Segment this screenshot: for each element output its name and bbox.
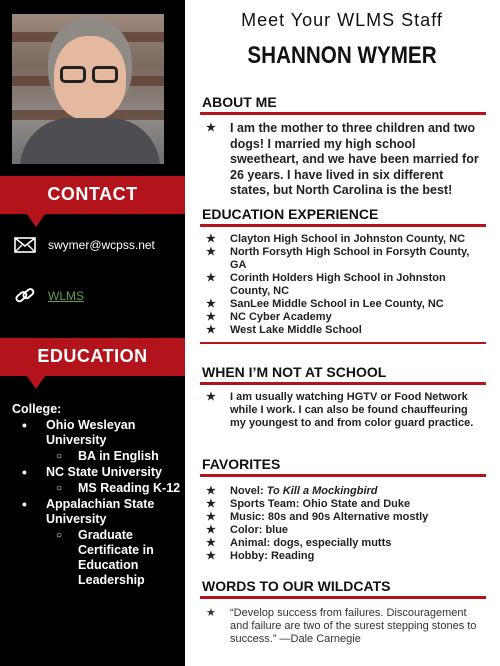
list-item: ★ NC Cyber Academy bbox=[206, 311, 332, 323]
list-item: ★ Animal: dogs, especially mutts bbox=[206, 537, 392, 549]
star-icon: ★ bbox=[206, 122, 216, 134]
list-item: ★ North Forsyth High School in Forsyth County, GA bbox=[206, 246, 470, 271]
degree-item: ○ MS Reading K-12 bbox=[12, 481, 182, 496]
list-item: ★ Corinth Holders High School in Johnston County, NC bbox=[206, 272, 446, 297]
email-row[interactable] bbox=[14, 236, 155, 254]
about-section bbox=[200, 94, 486, 199]
degree-item: ○ BA in English bbox=[12, 449, 182, 464]
education-experience-section bbox=[200, 206, 486, 344]
section-title: WHEN I’M NOT AT SCHOOL bbox=[202, 364, 387, 380]
star-icon: ★ bbox=[206, 272, 216, 284]
chain-link-icon bbox=[14, 287, 36, 305]
star-icon: ★ bbox=[206, 246, 216, 258]
contact-header bbox=[0, 176, 185, 214]
website-row[interactable] bbox=[14, 287, 84, 305]
list-item: ★ Sports Team: Ohio State and Duke bbox=[206, 498, 411, 510]
contact-title: CONTACT bbox=[47, 184, 138, 204]
list-item: ★ SanLee Middle School in Lee County, NC bbox=[206, 298, 444, 310]
star-icon: ★ bbox=[206, 524, 216, 536]
section-title: WORDS TO OUR WILDCATS bbox=[202, 578, 391, 594]
list-item: ★ Clayton High School in Johnston County, NC bbox=[206, 233, 466, 245]
education-list bbox=[12, 402, 182, 588]
star-icon: ★ bbox=[206, 607, 216, 619]
favorites-section bbox=[200, 456, 486, 563]
star-icon: ★ bbox=[206, 311, 216, 323]
wildcats-quote: ★ “Develop success from failures. Discouragement and failure are two of the surest stepping stones to success.” —Dale Carnegie bbox=[206, 607, 477, 645]
star-icon: ★ bbox=[206, 498, 216, 510]
school-item: • Appalachian State University bbox=[12, 497, 182, 527]
star-icon: ★ bbox=[206, 298, 216, 310]
meet-staff-heading: Meet Your WLMS Staff bbox=[241, 10, 443, 30]
not-at-school-text: ★ I am usually watching HGTV or Food Network while I work. I can also be found chauffeuring my youngest to and from color guard practice. bbox=[206, 391, 474, 429]
profile-photo bbox=[12, 14, 164, 164]
star-icon: ★ bbox=[206, 485, 216, 497]
education-title: EDUCATION bbox=[37, 346, 148, 366]
star-icon: ★ bbox=[206, 550, 216, 562]
star-icon: ★ bbox=[206, 511, 216, 523]
list-item: ★ Music: 80s and 90s Alternative mostly bbox=[206, 511, 429, 523]
section-title: EDUCATION EXPERIENCE bbox=[202, 206, 379, 222]
about-text: ★ I am the mother to three children and two dogs! I married my high school sweetheart, and we have been married for 26 years. I have lived in six different states, but North Carolina is the best! bbox=[206, 121, 479, 197]
degree-item: ○ Graduate Certificate in Education Leadership bbox=[12, 528, 182, 588]
list-item: ★ Hobby: Reading bbox=[206, 550, 315, 562]
section-title: FAVORITES bbox=[202, 456, 281, 472]
school-item: • Ohio Wesleyan University bbox=[12, 418, 182, 448]
left-sidebar bbox=[0, 0, 185, 666]
education-header bbox=[0, 338, 185, 376]
school-item: • NC State University bbox=[12, 465, 182, 480]
list-item: ★ West Lake Middle School bbox=[206, 324, 362, 336]
star-icon: ★ bbox=[206, 324, 216, 336]
star-icon: ★ bbox=[206, 391, 216, 403]
wildcats-section bbox=[200, 578, 486, 646]
star-icon: ★ bbox=[206, 233, 216, 245]
envelope-icon bbox=[14, 236, 36, 254]
website-link[interactable]: WLMS bbox=[48, 289, 84, 303]
section-title: ABOUT ME bbox=[202, 94, 277, 110]
staff-name: SHANNON WYMER bbox=[247, 42, 437, 69]
email-link[interactable]: swymer@wcpss.net bbox=[48, 238, 155, 252]
not-at-school-section bbox=[200, 364, 486, 430]
star-icon: ★ bbox=[206, 537, 216, 549]
list-item: ★ Novel: To Kill a Mockingbird bbox=[206, 485, 378, 497]
college-label: College: bbox=[12, 402, 62, 416]
list-item: ★ Color: blue bbox=[206, 524, 289, 536]
